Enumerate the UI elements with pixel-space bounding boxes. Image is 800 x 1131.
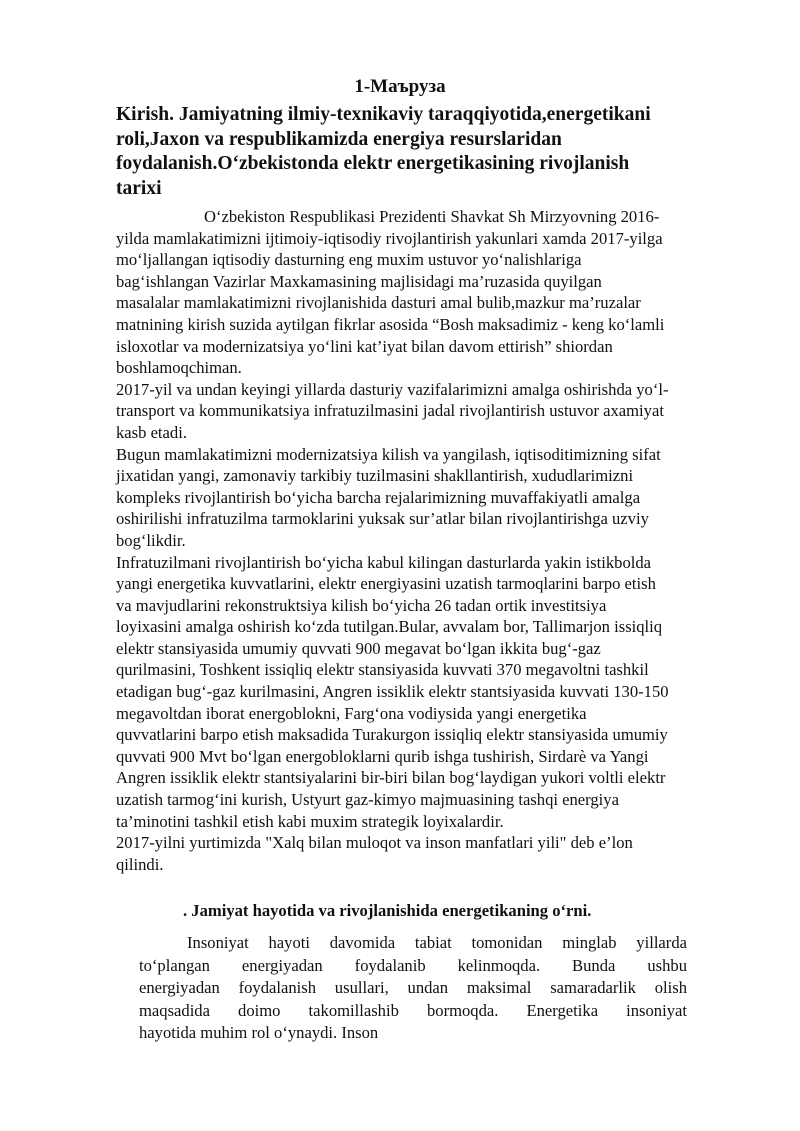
text-line: ta’minotini tashkil etish kabi muxim strategik loyixalardir. [116,811,504,831]
text-line: energiyadan foydalanish usullari, undan maksimal samaradarlik olish [139,978,687,997]
title-line: tarixi [116,177,162,199]
text-line: matnining kirish suzida aytilgan fikrlar asosida “Bosh maksadimiz - keng ko‘lamli [116,314,665,334]
paragraph [116,832,756,875]
text-line: Angren issiklik elektr stantsiyalarini bir-biri bilan bog‘laydigan yukori voltli elektr [116,768,666,788]
text-line: 2017-yilni yurtimizda "Xalq bilan muloqot va inson manfatlari yili" deb e’lon [116,833,633,853]
text-line: boshlamoqchiman. [116,358,242,378]
text-line: kompleks rivojlantirish bo‘yicha barcha rejalarimizning muvaffakiyatli amalga [116,487,641,507]
text-line: uzatish tarmog‘ini kurish, Ustyurt gaz-kimyo majmuasining tashqi energiya [116,790,619,810]
section-heading: . Jamiyat hayotida va rivojlanishida energetikaning o‘rni. [183,901,592,920]
text-line: Bugun mamlakatimizni modernizatsiya kilish va yangilash, iqtisoditimizning sifat [116,444,661,464]
text-line: isloxotlar va modernizatsiya yo‘lini kat’iyat bilan davom ettirish” shiordan [116,336,613,356]
text-line: Infratuzilmani rivojlantirish bo‘yicha kabul kilingan dasturlarda yakin istikbolda [116,552,652,572]
text-line: quvvatlarini barpo etish maksadida Turakurgon issiqliq elektr stansiyasida umumiy [116,725,668,745]
text-line: yilda mamlakatimizni ijtimoiy-iqtisodiy rivojlantirish yakunlari xamda 2017-yilga [116,228,663,248]
lecture-number: 1-Маъруза [354,76,446,97]
text-line: to‘plangan energiyadan foydalanib kelinmoqda. Bunda ushbu [139,955,687,975]
paragraph [116,206,756,379]
title-line: roli,Jaxon va respublikamizda energiya resurslaridan [116,128,562,150]
paragraph [116,444,756,552]
text-line: qilindi. [116,854,164,874]
text-line: transport va kommunikatsiya infratuzilmasini jadal rivojlantirish ustuvor axamiyat [116,401,664,421]
document-title [116,103,756,201]
text-line: loyixasini amalga oshirish ko‘zda tutilgan.Bular, avvalam bor, Tallimarjon issiqliq [116,617,663,637]
title-line: foydalanish.O‘zbekistonda elektr energetikasining rivojlanish [116,153,630,174]
text-line: qurilmasini, Toshkent issiqliq elektr stansiyasida kuvvati 370 megavoltni tashkil [116,660,649,680]
text-line: maqsadida doimo takomillashib bormoqda. Energetika insoniyat [139,1000,687,1020]
text-line: jixatidan yangi, zamonaviy tarkibiy tuzilmasini shakllantirish, xududlarimizni [116,466,634,486]
text-line: bag‘ishlangan Vazirlar Maxkamasining majlisidagi ma’ruzasida quyilgan [116,271,602,291]
title-line: Kirish. Jamiyatning ilmiy-texnikaviy taraqqiyotida,energetikani [116,104,651,125]
paragraph [116,552,756,833]
text-line: quvvati 900 Mvt bo‘lgan energobloklarni qurib ishga tushirish, Sirdarè va Yangi [116,746,649,766]
text-line: 2017-yil va undan keyingi yillarda dasturiy vazifalarimizni amalga oshirishda yo‘l- [116,379,669,399]
text-line: mo‘ljallangan iqtisodiy dasturning eng muxim ustuvor yo‘nalishlariga [116,250,582,270]
text-line: kasb etadi. [116,422,187,442]
text-line: elektr stansiyasida umumiy quvvati 900 megavat bo‘lgan ikkita bug‘-gaz [116,638,601,658]
text-line: O‘zbekiston Respublikasi Prezidenti Shavkat Sh Mirzyovning 2016- [204,207,660,226]
document-body [116,206,756,875]
text-line: hayotida muhim rol o‘ynaydi. Inson [139,1023,379,1042]
text-line: va mavjudlarini rekonstruktsiya kilish bo‘yicha 26 tadan ortik investitsiya [116,595,607,615]
text-line: oshirilishi infratuzilma tarmoklarini yuksak sur’atlar bilan rivojlantirishga uzviy [116,509,649,529]
text-line: masalalar mamlakatimizni rivojlanishida dasturi amal bulib,mazkur ma’ruzalar [116,293,641,313]
text-line: megavoltdan iborat energoblokni, Farg‘ona vodiysida yangi energetika [116,703,587,723]
text-line: Insoniyat hayoti davomida tabiat tomonidan minglab yillarda [187,933,687,952]
paragraph [116,379,756,444]
text-line: bog‘likdir. [116,530,186,550]
text-line: etadigan bug‘-gaz kurilmasini, Angren issiklik elektr stantsiyasida kuvvati 130-150 [116,682,669,702]
text-line: yangi energetika kuvvatlarini, elektr energiyasini uzatish tarmoqlarini barpo etish [116,574,656,594]
section-paragraph [139,932,687,1045]
